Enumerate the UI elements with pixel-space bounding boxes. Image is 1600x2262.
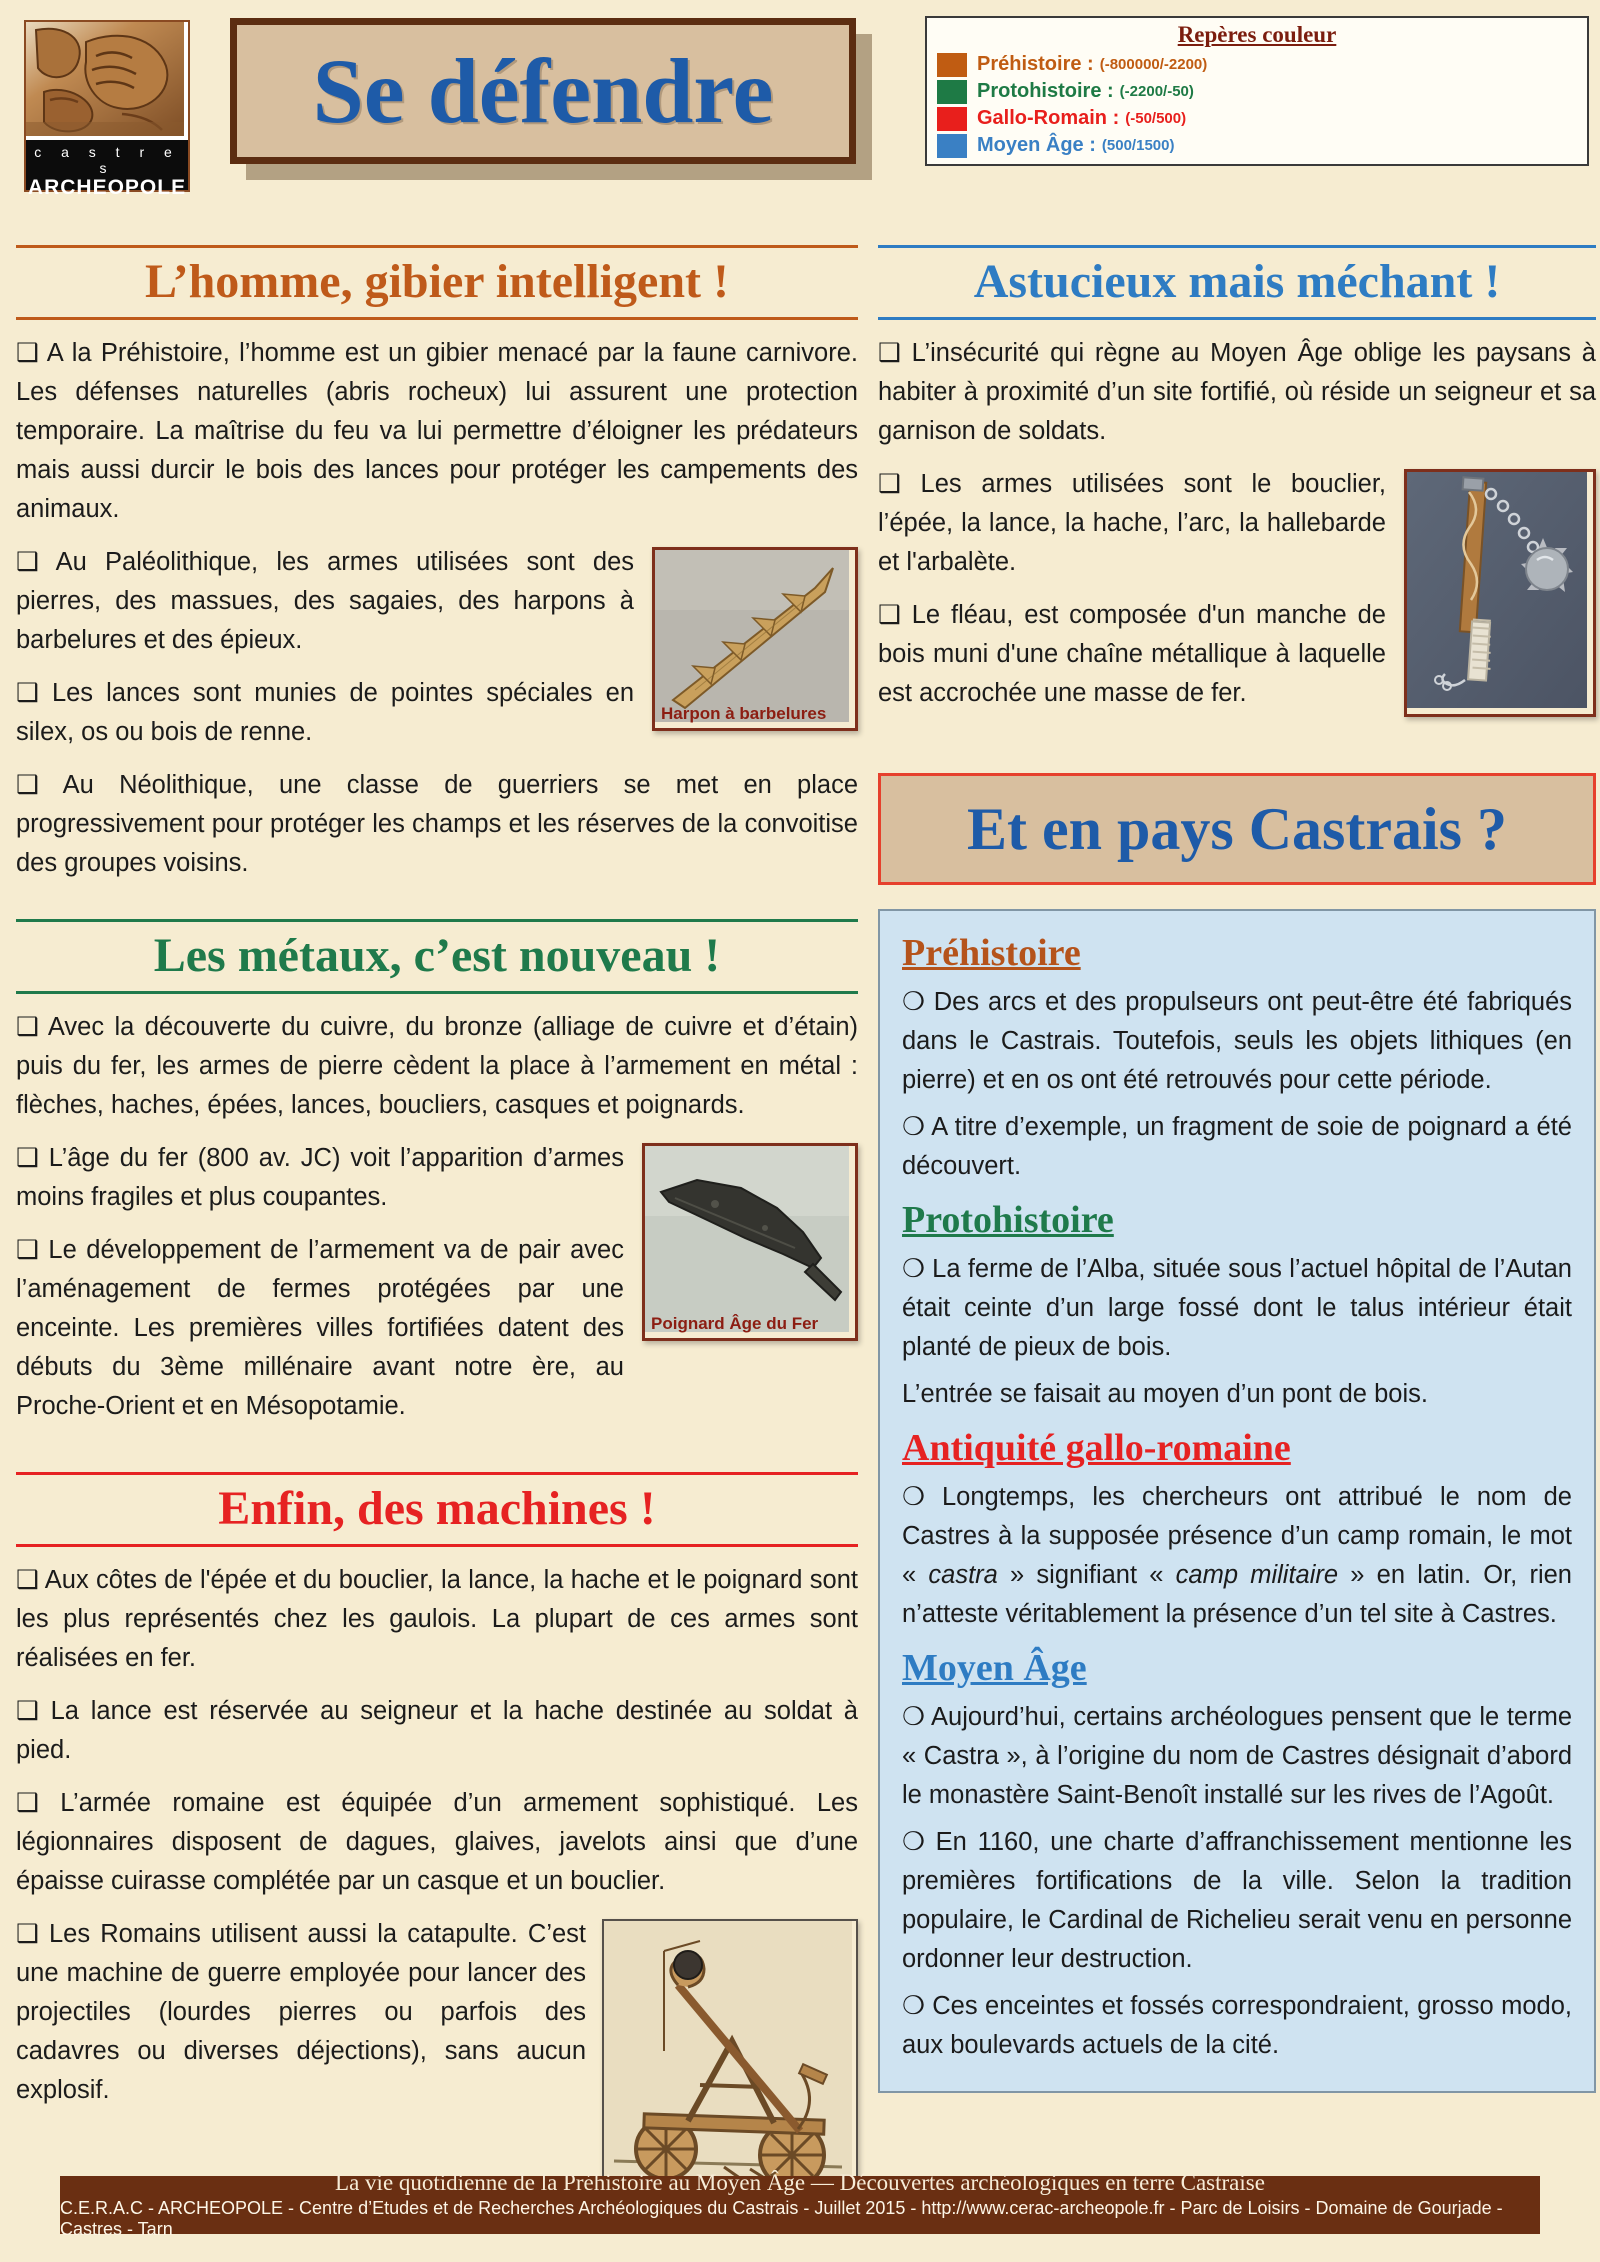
- paragraph: ❍ Des arcs et des propulseurs ont peut-être été fabriqués dans le Castrais. Toutefois, seuls les objets lithiques (en pierre) et en os ont été retrouvés pour cette période.: [902, 988, 1572, 1094]
- paragraph: ❍ Aujourd’hui, certains archéologues pensent que le terme « Castra », à l’origine du nom de Castres désignait d’abord le monastère Saint-Benoît installé sur les rives de l’Agoût.: [902, 1703, 1572, 1809]
- paragraph: ❑ Les lances sont munies de pointes spéciales en silex, os ou bois de renne.: [16, 679, 634, 746]
- dagger-caption: Poignard Âge du Fer: [651, 1314, 819, 1333]
- legend-label: Moyen Âge :: [977, 134, 1096, 156]
- section-metaux: [16, 919, 858, 1436]
- section-title: Astucieux mais méchant !: [878, 245, 1596, 320]
- flail-image: [1407, 472, 1587, 708]
- logo-city-text: c a s t r e s: [34, 144, 180, 176]
- legend-label: Gallo-Romain :: [977, 107, 1120, 129]
- latin-term-castra: castra: [928, 1561, 998, 1589]
- archeopole-logo: [24, 20, 190, 199]
- legend-row-prehistoire: [927, 51, 1587, 78]
- legend-range: (-50/500): [1125, 110, 1187, 127]
- castrais-title: Et en pays Castrais ?: [966, 795, 1508, 862]
- text-part: ❍ Longtemps, les chercheurs ont attribué le nom de Castres à la supposée présence d’un camp romain, le mot «: [902, 1483, 1572, 1589]
- paragraph: ❍ La ferme de l’Alba, située sous l’actuel hôpital de l’Autan était ceinte d’un large fossé dont le talus intérieur était planté de pieux de bois.: [902, 1255, 1572, 1361]
- footer-bar: [60, 2170, 1540, 2239]
- footer-credits: C.E.R.A.C - ARCHEOPOLE - Centre d’Etudes et de Recherches Archéologiques du Castrais - Juillet 2015 - http://www.cerac-archeopole.fr - Parc de Loisirs - Domaine de Gourjade - Castres - Tarn: [60, 2198, 1503, 2239]
- right-column: [878, 245, 1596, 2093]
- catapult-image: [604, 1921, 852, 2195]
- paragraph: ❑ A la Préhistoire, l’homme est un gibier menacé par la faune carnivore. Les défenses naturelles (abris rocheux) lui assurent une protection temporaire. La maîtrise du feu va lui permettre d’éloigner les prédateurs mais aussi durcir le bois des lances pour protéger les campements des animaux.: [16, 339, 858, 523]
- castrais-content-box: [878, 909, 1596, 2093]
- title-banner: [230, 18, 856, 164]
- legend-row-gallo-romain: [927, 105, 1587, 132]
- legend-row-protohistoire: [927, 78, 1587, 105]
- color-legend: [925, 16, 1589, 166]
- dagger-image: [645, 1146, 849, 1332]
- paragraph: ❍ A titre d’exemple, un fragment de soie de poignard a été découvert.: [902, 1113, 1572, 1180]
- subsection-heading-prehistoire: Préhistoire: [902, 932, 1081, 974]
- paragraph: ❍ Ces enceintes et fossés correspondraient, grosso modo, aux boulevards actuels de la cité.: [902, 1992, 1572, 2059]
- harpoon-photo: [652, 547, 858, 731]
- paragraph: ❑ L’âge du fer (800 av. JC) voit l’apparition d’armes moins fragiles et plus coupantes.: [16, 1144, 624, 1211]
- castrais-title-box: [878, 773, 1596, 885]
- paragraph: L’entrée se faisait au moyen d’un pont de bois.: [902, 1380, 1428, 1408]
- logo-name-text: ARCHEOPOLE: [27, 176, 187, 199]
- latin-term-camp-militaire: camp militaire: [1175, 1561, 1339, 1589]
- legend-label: Préhistoire :: [977, 53, 1094, 75]
- legend-title: Repères couleur: [1177, 22, 1337, 47]
- dagger-photo: [642, 1143, 858, 1341]
- paragraph: ❑ Avec la découverte du cuivre, du bronze (alliage de cuivre et d’étain) puis du fer, les armes de pierre cèdent la place à l’armement en métal : flèches, haches, épées, lances, boucliers, casques et poignards.: [16, 1013, 858, 1119]
- section-homme-gibier: [16, 245, 858, 883]
- section-astucieux: [878, 245, 1596, 725]
- paragraph: ❑ L’insécurité qui règne au Moyen Âge oblige les paysans à habiter à proximité d’un site fortifié, où réside un seigneur et sa garnison de soldats.: [878, 339, 1596, 445]
- paragraph: [902, 1478, 1572, 1634]
- subsection-heading-gallo-romaine: Antiquité gallo-romaine: [902, 1427, 1291, 1469]
- paragraph: ❑ Les armes utilisées sont le bouclier, l’épée, la lance, la hache, l’arc, la hallebarde et l'arbalète.: [878, 470, 1386, 576]
- logo-text-band: [26, 140, 188, 199]
- paragraph: ❑ Les Romains utilisent aussi la catapulte. C’est une machine de guerre employée pour lancer des projectiles (lourdes pierres ou parfois des cadavres ou diverses déjections), sans aucun explosif.: [16, 1920, 586, 2104]
- section-title: L’homme, gibier intelligent !: [16, 245, 858, 320]
- section-title: Enfin, des machines !: [16, 1472, 858, 1547]
- section-machines: [16, 1472, 858, 2201]
- flail-photo: [1404, 469, 1596, 717]
- paragraph: ❑ Au Paléolithique, les armes utilisées sont des pierres, des massues, des sagaies, des harpons à barbelures et des épieux.: [16, 548, 634, 654]
- legend-row-moyen-age: [927, 132, 1587, 159]
- paragraph: ❑ La lance est réservée au seigneur et la hache destinée au soldat à pied.: [16, 1697, 858, 1764]
- paragraph: ❑ Aux côtes de l'épée et du bouclier, la lance, la hache et le poignard sont les plus représentés chez les gaulois. La plupart de ces armes sont réalisées en fer.: [16, 1566, 858, 1672]
- subsection-heading-moyen-age: Moyen Âge: [902, 1647, 1087, 1689]
- harpoon-caption: Harpon à barbelures: [661, 704, 827, 723]
- prehistoire-color-swatch: [937, 53, 967, 77]
- section-title: Les métaux, c’est nouveau !: [16, 919, 858, 994]
- legend-range: (500/1500): [1101, 137, 1175, 154]
- legend-range: (-2200/-50): [1119, 83, 1194, 100]
- footer-title: La vie quotidienne de la Préhistoire au Moyen Âge — Découvertes archéologiques en terre Castraise: [335, 2170, 1265, 2195]
- left-column: [16, 245, 858, 2201]
- paragraph: ❑ Le développement de l’armement va de pair avec l’aménagement de fermes protégées par une enceinte. Les premières villes fortifiées datent des débuts du 3ème millénaire avant notre ère, au Proche-Orient et en Mésopotamie.: [16, 1236, 624, 1420]
- paragraph: ❑ Le fléau, est composée d'un manche de bois muni d'une chaîne métallique à laquelle est accrochée une masse de fer.: [878, 601, 1386, 707]
- protohistoire-color-swatch: [937, 80, 967, 104]
- harpoon-image: [655, 550, 849, 722]
- paragraph: ❑ Au Néolithique, une classe de guerriers se met en place progressivement pour protéger les champs et les réserves de la convoitise des groupes voisins.: [16, 771, 858, 877]
- paragraph: ❑ L’armée romaine est équipée d’un armement sophistiqué. Les légionnaires disposent de dagues, glaives, javelots ainsi que d’une épaisse cuirasse complétée par un casque et un bouclier.: [16, 1789, 858, 1895]
- page-title: Se défendre: [312, 40, 774, 142]
- moyen-age-color-swatch: [937, 134, 967, 158]
- paragraph: ❍ En 1160, une charte d’affranchissement mentionne les premières fortifications de la ville. Selon la tradition populaire, le Cardinal de Richelieu serait venu en personne ordonner leur destruction.: [902, 1828, 1572, 1973]
- legend-label: Protohistoire :: [977, 80, 1114, 102]
- text-part: » en latin. Or, rien n’atteste véritablement la présence d’un tel site à Castres.: [902, 1561, 1572, 1628]
- catapult-illustration: [602, 1919, 858, 2201]
- legend-range: (-800000/-2200): [1099, 56, 1208, 73]
- gallo-romain-color-swatch: [937, 107, 967, 131]
- subsection-heading-protohistoire: Protohistoire: [902, 1199, 1114, 1241]
- text-part: » signifiant «: [997, 1561, 1176, 1589]
